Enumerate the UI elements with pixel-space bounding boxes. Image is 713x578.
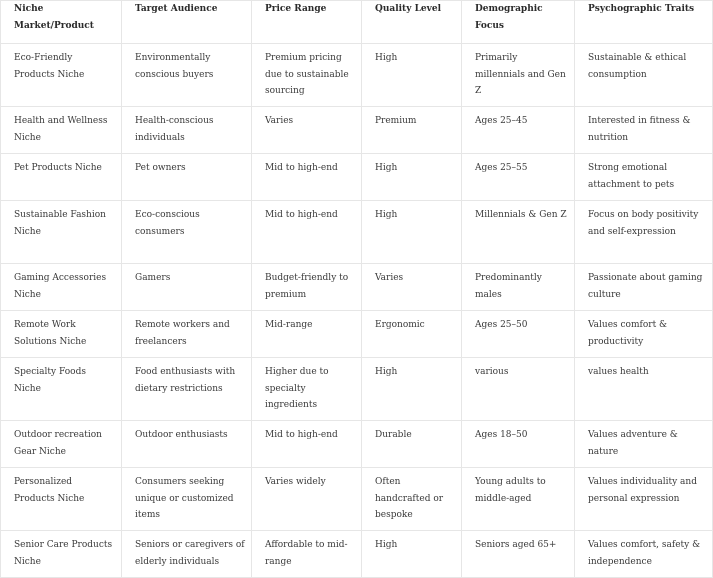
cell-target-audience: Food enthusiasts with dietary restrictions xyxy=(122,358,252,421)
cell-target-audience: Eco-conscious consumers xyxy=(122,201,252,264)
header-quality-level: Quality Level xyxy=(362,1,462,44)
cell-niche: Pet Products Niche xyxy=(1,154,122,201)
table-row xyxy=(1,358,713,421)
cell-target-audience: Health-conscious individuals xyxy=(122,107,252,154)
cell-price-range: Premium pricing due to sustainable sourcing xyxy=(252,44,362,107)
cell-target-audience: Outdoor enthusiasts xyxy=(122,421,252,468)
table-row xyxy=(1,107,713,154)
cell-price-range: Varies xyxy=(252,107,362,154)
cell-demographic-focus: Predominantly males xyxy=(462,264,575,311)
cell-price-range: Mid to high-end xyxy=(252,154,362,201)
cell-demographic-focus: Millennials & Gen Z xyxy=(462,201,575,264)
cell-price-range: Higher due to specialty ingredients xyxy=(252,358,362,421)
table-row xyxy=(1,531,713,578)
cell-quality-level: High xyxy=(362,44,462,107)
header-target-audience: Target Audience xyxy=(122,1,252,44)
header-demographic-focus: Demographic Focus xyxy=(462,1,575,44)
cell-demographic-focus: Ages 25–45 xyxy=(462,107,575,154)
cell-price-range: Varies widely xyxy=(252,468,362,531)
table-row xyxy=(1,201,713,264)
cell-niche: Gaming Accessories Niche xyxy=(1,264,122,311)
table-row xyxy=(1,44,713,107)
cell-target-audience: Remote workers and freelancers xyxy=(122,311,252,358)
cell-niche: Specialty Foods Niche xyxy=(1,358,122,421)
cell-demographic-focus: Ages 25–55 xyxy=(462,154,575,201)
cell-psychographic-traits: Focus on body positivity and self-expression xyxy=(575,201,713,264)
header-niche-market-product: Niche Market/Product xyxy=(1,1,122,44)
table-row xyxy=(1,468,713,531)
table-row xyxy=(1,154,713,201)
cell-psychographic-traits: Strong emotional attachment to pets xyxy=(575,154,713,201)
cell-demographic-focus: Primarily millennials and Gen Z xyxy=(462,44,575,107)
cell-demographic-focus: Young adults to middle-aged xyxy=(462,468,575,531)
cell-niche: Health and Wellness Niche xyxy=(1,107,122,154)
cell-target-audience: Consumers seeking unique or customized items xyxy=(122,468,252,531)
cell-quality-level: High xyxy=(362,358,462,421)
cell-demographic-focus: Ages 25–50 xyxy=(462,311,575,358)
cell-psychographic-traits: Values comfort, safety & independence xyxy=(575,531,713,578)
cell-target-audience: Environmentally conscious buyers xyxy=(122,44,252,107)
cell-niche: Senior Care Products Niche xyxy=(1,531,122,578)
cell-quality-level: Premium xyxy=(362,107,462,154)
cell-psychographic-traits: Values adventure & nature xyxy=(575,421,713,468)
cell-quality-level: High xyxy=(362,201,462,264)
cell-psychographic-traits: Passionate about gaming culture xyxy=(575,264,713,311)
cell-niche: Eco-Friendly Products Niche xyxy=(1,44,122,107)
cell-quality-level: Often handcrafted or bespoke xyxy=(362,468,462,531)
cell-psychographic-traits: Values comfort & productivity xyxy=(575,311,713,358)
cell-psychographic-traits: values health xyxy=(575,358,713,421)
cell-price-range: Mid-range xyxy=(252,311,362,358)
cell-price-range: Mid to high-end xyxy=(252,201,362,264)
cell-niche: Outdoor recreation Gear Niche xyxy=(1,421,122,468)
cell-quality-level: Varies xyxy=(362,264,462,311)
table-header-row xyxy=(1,1,713,44)
header-price-range: Price Range xyxy=(252,1,362,44)
cell-price-range: Budget-friendly to premium xyxy=(252,264,362,311)
cell-price-range: Mid to high-end xyxy=(252,421,362,468)
cell-price-range: Affordable to mid-range xyxy=(252,531,362,578)
cell-target-audience: Seniors or caregivers of elderly individuals xyxy=(122,531,252,578)
cell-demographic-focus: various xyxy=(462,358,575,421)
cell-psychographic-traits: Interested in fitness & nutrition xyxy=(575,107,713,154)
cell-niche: Remote Work Solutions Niche xyxy=(1,311,122,358)
cell-target-audience: Pet owners xyxy=(122,154,252,201)
cell-quality-level: High xyxy=(362,531,462,578)
table-row xyxy=(1,311,713,358)
cell-target-audience: Gamers xyxy=(122,264,252,311)
cell-demographic-focus: Seniors aged 65+ xyxy=(462,531,575,578)
cell-quality-level: Durable xyxy=(362,421,462,468)
cell-niche: Sustainable Fashion Niche xyxy=(1,201,122,264)
cell-psychographic-traits: Values individuality and personal expression xyxy=(575,468,713,531)
header-psychographic-traits: Psychographic Traits xyxy=(575,1,713,44)
cell-niche: Personalized Products Niche xyxy=(1,468,122,531)
table-row xyxy=(1,264,713,311)
cell-quality-level: Ergonomic xyxy=(362,311,462,358)
cell-psychographic-traits: Sustainable & ethical consumption xyxy=(575,44,713,107)
cell-quality-level: High xyxy=(362,154,462,201)
table-row xyxy=(1,421,713,468)
cell-demographic-focus: Ages 18–50 xyxy=(462,421,575,468)
